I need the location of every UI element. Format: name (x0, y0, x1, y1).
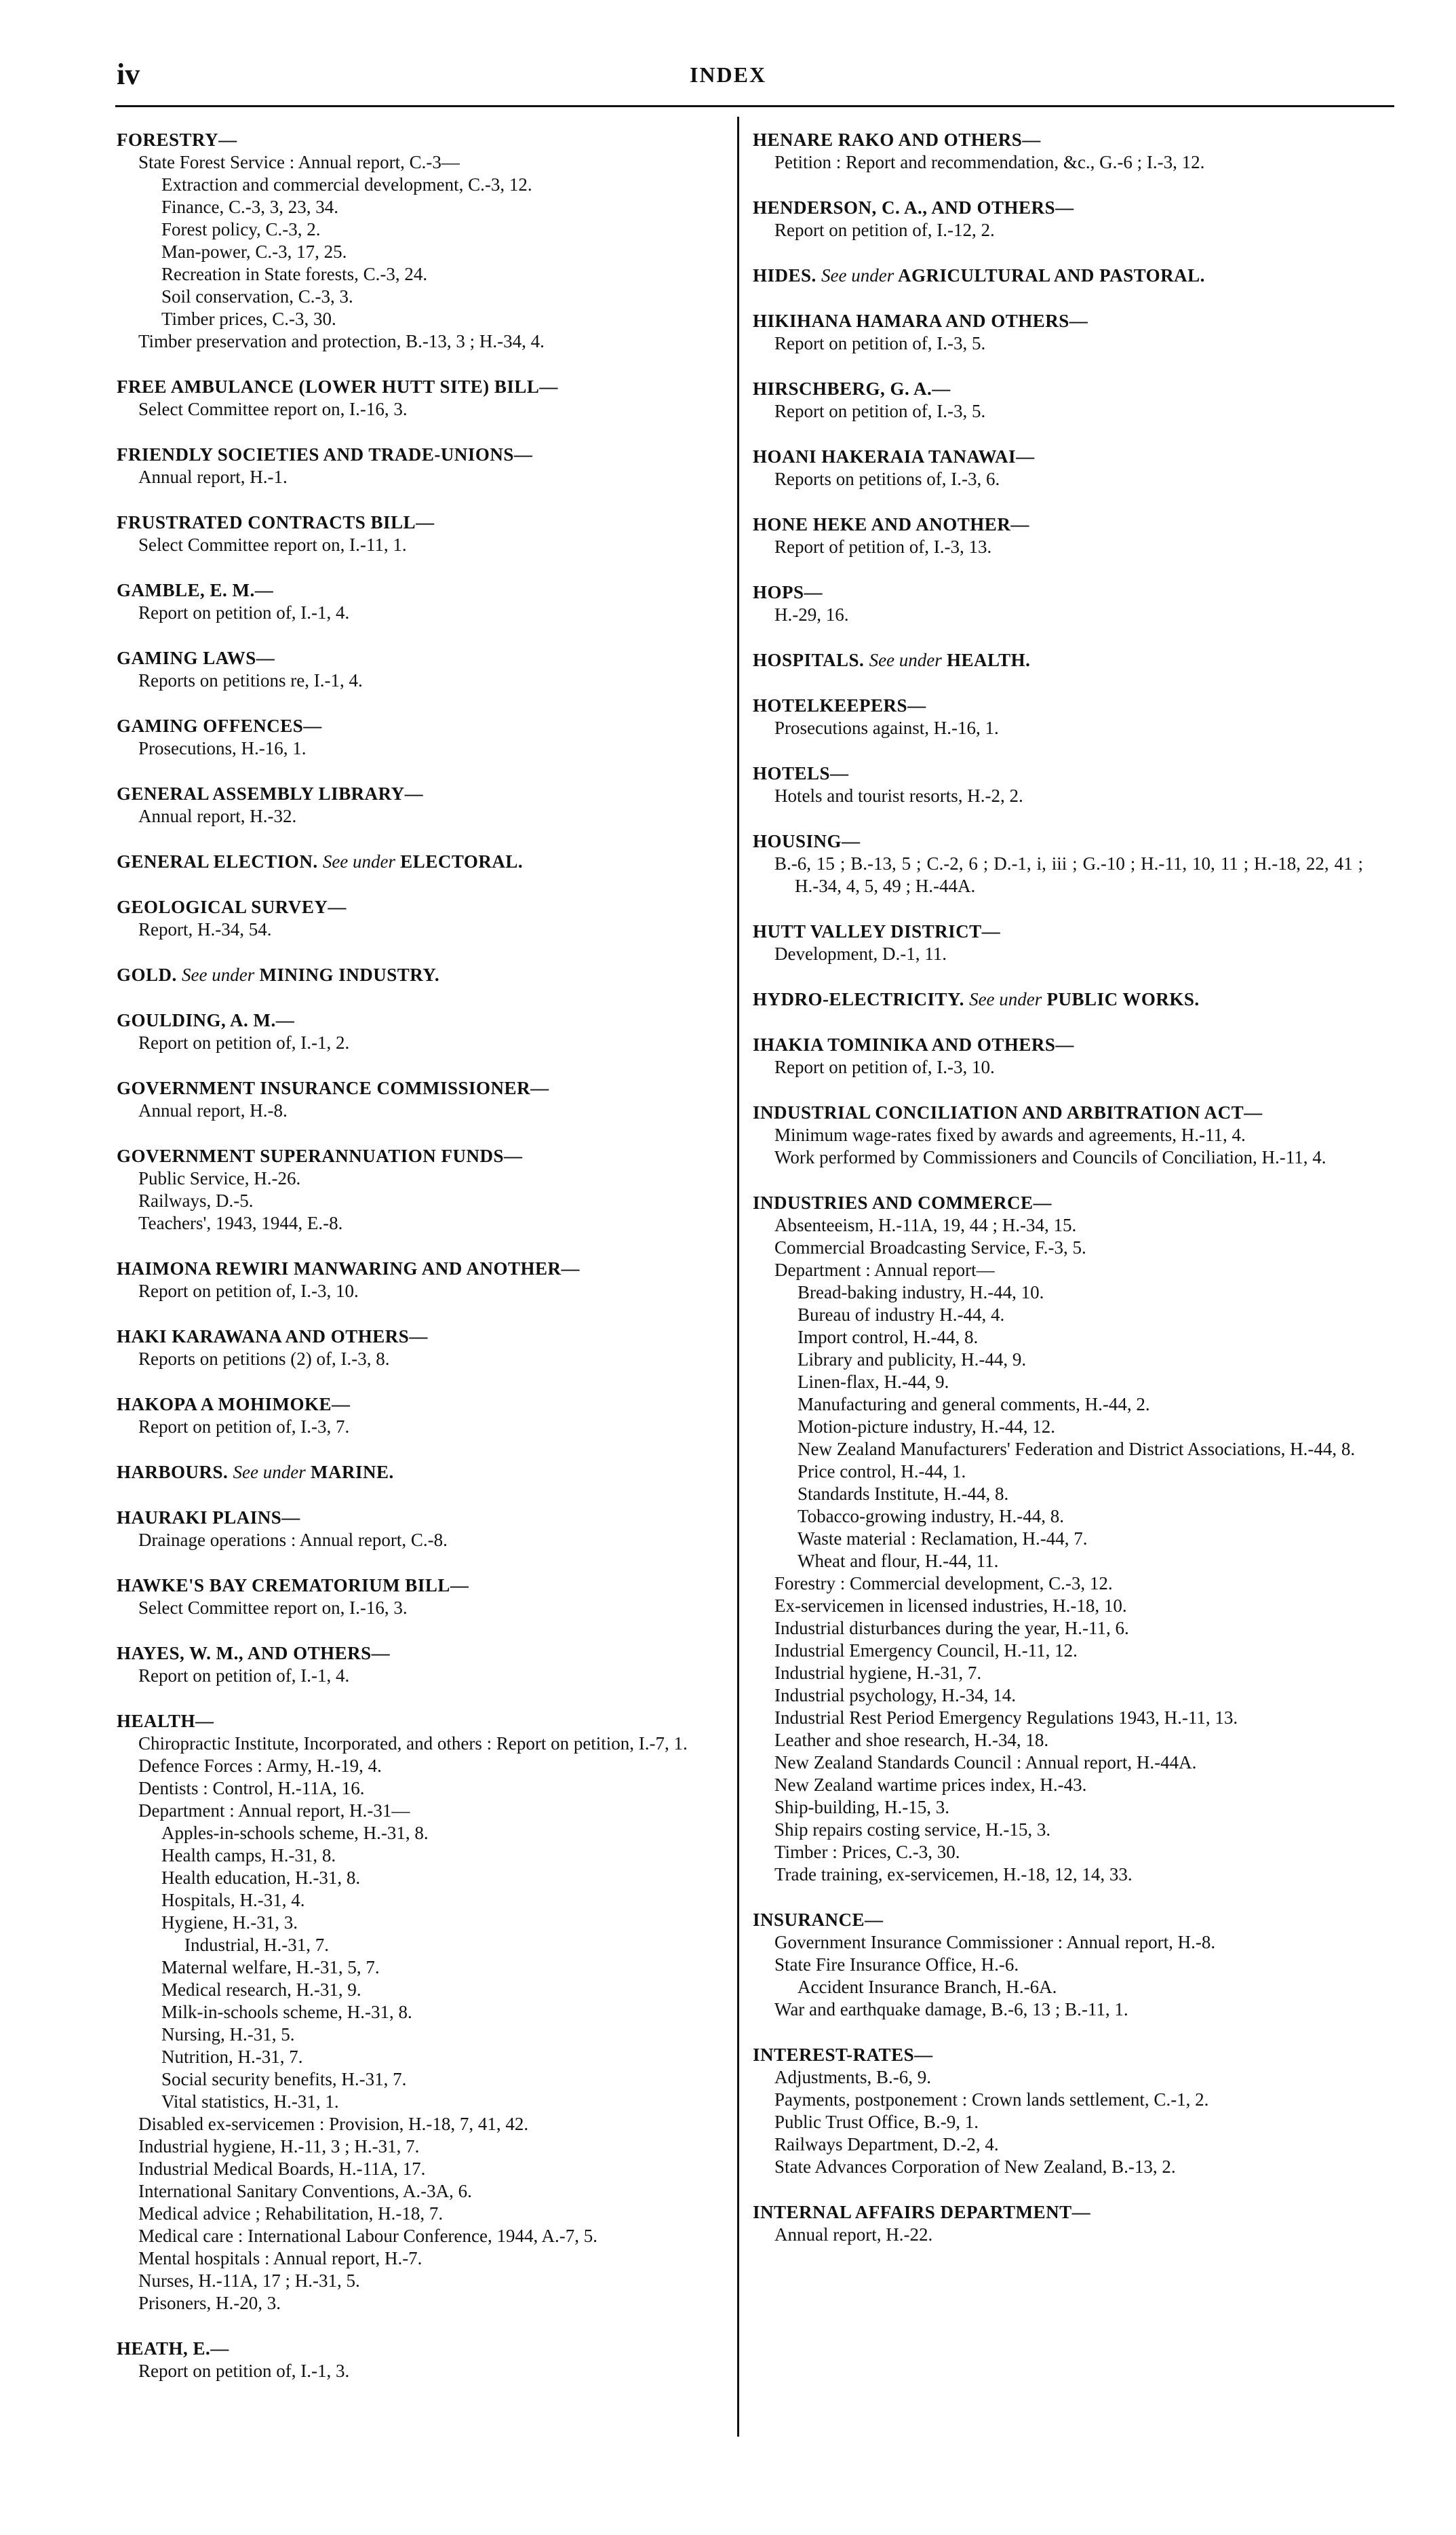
sub-entry: Government Insurance Commissioner : Annual report, H.-8. (774, 1932, 1216, 1952)
header-rule (115, 105, 1394, 107)
entry-heading-text: HOPS— (753, 582, 823, 602)
sub-entry: Nutrition, H.-31, 7. (161, 2047, 303, 2067)
sub-entry: Timber : Prices, C.-3, 30. (774, 1842, 960, 1862)
sub-entry: Maternal welfare, H.-31, 5, 7. (161, 1957, 380, 1977)
entry-heading (753, 695, 1363, 717)
sub-entry: Railways, D.-5. (138, 1191, 254, 1211)
entry-heading-text: HAIMONA REWIRI MANWARING AND ANOTHER— (117, 1258, 581, 1279)
sub-entry: Import control, H.-44, 8. (798, 1327, 979, 1347)
entry-heading (117, 1077, 719, 1100)
entry-heading (753, 310, 1363, 332)
sub-entry: Payments, postponement : Crown lands settlement, C.-1, 2. (774, 2089, 1209, 2110)
index-entry (117, 376, 719, 421)
entry-heading (753, 581, 1363, 604)
sub-entry: State Advances Corporation of New Zealand, B.-13, 2. (774, 2156, 1176, 2177)
sub-entry: Ship-building, H.-15, 3. (774, 1797, 950, 1817)
index-entry (117, 1145, 719, 1235)
entry-heading-text: HOTELS— (753, 763, 849, 783)
page-title: INDEX (689, 62, 767, 87)
index-entry (117, 1574, 719, 1619)
sub-entry: War and earthquake damage, B.-6, 13 ; B.-11, 1. (774, 1999, 1128, 2019)
sub-entry: Man-power, C.-3, 17, 25. (161, 241, 347, 262)
index-entry (117, 783, 719, 828)
sub-entry: Recreation in State forests, C.-3, 24. (161, 264, 428, 284)
entry-heading-text: GAMBLE, E. M.— (117, 580, 274, 600)
sub-entry: Industrial psychology, H.-34, 14. (774, 1685, 1016, 1705)
index-entry (117, 1461, 719, 1484)
entry-heading-text: HAYES, W. M., AND OTHERS— (117, 1643, 391, 1663)
cross-reference-target: HEALTH. (947, 650, 1031, 670)
sub-entry: Report on petition of, I.-3, 10. (138, 1281, 359, 1301)
entry-heading-text: HIDES. (753, 265, 816, 286)
sub-entry: Ship repairs costing service, H.-15, 3. (774, 1819, 1051, 1840)
sub-entry: Teachers', 1943, 1944, E.-8. (138, 1213, 343, 1233)
sub-entry: International Sanitary Conventions, A.-3A, 6. (138, 2181, 472, 2201)
see-under-label: See under (322, 851, 396, 872)
entry-heading (753, 1192, 1363, 1214)
index-column-right (753, 129, 1363, 2269)
entry-heading (117, 783, 719, 805)
sub-entry: Annual report, H.-22. (774, 2224, 933, 2245)
entry-heading (117, 1642, 719, 1665)
entry-heading-text: HOSPITALS. (753, 650, 865, 670)
index-entry (117, 511, 719, 556)
index-entry (753, 649, 1363, 672)
entry-heading (117, 1507, 719, 1529)
sub-entry: State Forest Service : Annual report, C.-3— (138, 152, 460, 172)
sub-entry: New Zealand Manufacturers' Federation and District Associations, H.-44, 8. (798, 1439, 1356, 1459)
index-entry (117, 1393, 719, 1438)
sub-entry: Manufacturing and general comments, H.-44, 2. (798, 1394, 1150, 1414)
sub-entry: Report on petition of, I.-3, 10. (774, 1057, 995, 1077)
sub-entry: Commercial Broadcasting Service, F.-3, 5. (774, 1237, 1086, 1258)
sub-entry: Defence Forces : Army, H.-19, 4. (138, 1756, 382, 1776)
sub-entry: Tobacco-growing industry, H.-44, 8. (798, 1506, 1065, 1526)
entry-heading-text: GOVERNMENT INSURANCE COMMISSIONER— (117, 1078, 549, 1098)
sub-entry: Select Committee report on, I.-16, 3. (138, 399, 408, 419)
sub-entry: Prosecutions against, H.-16, 1. (774, 718, 999, 738)
entry-heading-text: FRIENDLY SOCIETIES AND TRADE-UNIONS— (117, 444, 533, 465)
index-entry (117, 1077, 719, 1122)
sub-entry: Ex-servicemen in licensed industries, H.-18, 10. (774, 1595, 1127, 1616)
see-under-label: See under (233, 1462, 306, 1482)
index-entry (753, 1034, 1363, 1079)
entry-heading (753, 830, 1363, 853)
sub-entry: Hygiene, H.-31, 3. (161, 1912, 298, 1933)
entry-heading-text: GENERAL ASSEMBLY LIBRARY— (117, 783, 424, 804)
index-entry (753, 581, 1363, 626)
column-divider (737, 117, 739, 2437)
entry-heading-text: HOUSING— (753, 831, 861, 851)
entry-heading (117, 896, 719, 918)
entry-heading-text: HOTELKEEPERS— (753, 695, 926, 716)
sub-entry: Report on petition of, I.-1, 3. (138, 2361, 350, 2381)
sub-entry: Health camps, H.-31, 8. (161, 1845, 336, 1865)
sub-entry: Nurses, H.-11A, 17 ; H.-31, 5. (138, 2270, 360, 2291)
page-header (0, 0, 1456, 109)
entry-heading-text: IHAKIA TOMINIKA AND OTHERS— (753, 1034, 1074, 1055)
sub-entry: Forest policy, C.-3, 2. (161, 219, 321, 239)
index-entry (753, 197, 1363, 241)
cross-reference-target: PUBLIC WORKS. (1046, 989, 1200, 1009)
sub-entry: B.-6, 15 ; B.-13, 5 ; C.-2, 6 ; D.-1, i, iii ; G.-10 ; H.-11, 10, 11 ; H.-18, 22, 41 ; H.-34, 4, 5, 49 ; H.-44A. (774, 853, 1363, 896)
sub-entry: Railways Department, D.-2, 4. (774, 2134, 999, 2154)
entry-heading (117, 851, 719, 873)
entry-heading (117, 1009, 719, 1032)
sub-entry: Report on petition of, I.-1, 4. (138, 602, 350, 623)
entry-heading-text: HENDERSON, C. A., AND OTHERS— (753, 197, 1074, 218)
entry-heading (117, 1710, 719, 1733)
entry-heading-text: INTERNAL AFFAIRS DEPARTMENT— (753, 2202, 1091, 2222)
sub-entry: State Fire Insurance Office, H.-6. (774, 1954, 1019, 1975)
index-entry (753, 2201, 1363, 2246)
entry-heading (117, 715, 719, 737)
entry-heading-text: HEATH, E.— (117, 2338, 229, 2359)
cross-reference-target: MARINE. (311, 1462, 394, 1482)
entry-heading (753, 649, 1363, 672)
index-entry (117, 1258, 719, 1302)
cross-reference-target: AGRICULTURAL AND PASTORAL. (898, 265, 1205, 286)
sub-entry: Milk-in-schools scheme, H.-31, 8. (161, 2002, 412, 2022)
entry-heading (117, 376, 719, 398)
entry-heading-text: GOULDING, A. M.— (117, 1010, 295, 1030)
sub-entry: Wheat and flour, H.-44, 11. (798, 1551, 999, 1571)
entry-heading-text: FORESTRY— (117, 130, 237, 150)
index-entry (753, 988, 1363, 1011)
entry-heading (117, 647, 719, 670)
sub-entry: Nursing, H.-31, 5. (161, 2024, 295, 2045)
see-under-label: See under (182, 965, 255, 985)
index-entry (117, 851, 719, 873)
sub-entry: Waste material : Reclamation, H.-44, 7. (798, 1528, 1088, 1549)
sub-entry: Department : Annual report, H.-31— (138, 1800, 410, 1821)
sub-entry: Medical advice ; Rehabilitation, H.-18, 7. (138, 2203, 444, 2224)
index-entry (117, 1710, 719, 2315)
index-entry (753, 762, 1363, 807)
entry-heading-text: HAKI KARAWANA AND OTHERS— (117, 1326, 428, 1347)
entry-heading (753, 2044, 1363, 2066)
sub-entry: Public Trust Office, B.-9, 1. (774, 2112, 979, 2132)
sub-entry: Report, H.-34, 54. (138, 919, 272, 940)
index-entry (117, 1507, 719, 1551)
entry-heading (753, 762, 1363, 785)
sub-entry: Industrial, H.-31, 7. (184, 1935, 329, 1955)
sub-entry: Report on petition of, I.-3, 5. (774, 401, 986, 421)
sub-entry: Accident Insurance Branch, H.-6A. (798, 1977, 1057, 1997)
sub-entry: Prosecutions, H.-16, 1. (138, 738, 307, 758)
sub-entry: Minimum wage-rates fixed by awards and agreements, H.-11, 4. (774, 1125, 1246, 1145)
index-entry (117, 2338, 719, 2382)
see-under-label: See under (969, 989, 1042, 1009)
entry-heading (117, 511, 719, 534)
entry-heading-text: HIRSCHBERG, G. A.— (753, 379, 951, 399)
sub-entry: Select Committee report on, I.-16, 3. (138, 1598, 408, 1618)
sub-entry: Development, D.-1, 11. (774, 944, 947, 964)
sub-entry: Report on petition of, I.-12, 2. (774, 220, 995, 240)
entry-heading-text: HOANI HAKERAIA TANAWAI— (753, 446, 1035, 467)
sub-entry: Adjustments, B.-6, 9. (774, 2067, 932, 2087)
index-column-left (117, 129, 719, 2405)
entry-heading-text: GEOLOGICAL SURVEY— (117, 897, 347, 917)
sub-entry: Industrial hygiene, H.-11, 3 ; H.-31, 7. (138, 2136, 420, 2156)
cross-reference-target: MINING INDUSTRY. (259, 965, 440, 985)
sub-entry: Industrial hygiene, H.-31, 7. (774, 1663, 982, 1683)
entry-heading (117, 1325, 719, 1348)
sub-entry: Health education, H.-31, 8. (161, 1868, 361, 1888)
sub-entry: Select Committee report on, I.-11, 1. (138, 535, 407, 555)
sub-entry: Reports on petitions of, I.-3, 6. (774, 469, 1000, 489)
entry-heading-text: HARBOURS. (117, 1462, 229, 1482)
entry-heading (753, 1102, 1363, 1124)
index-entry (117, 129, 719, 353)
entry-heading (753, 1034, 1363, 1056)
sub-entry: Mental hospitals : Annual report, H.-7. (138, 2248, 422, 2268)
sub-entry: Industrial Emergency Council, H.-11, 12. (774, 1640, 1078, 1661)
entry-heading (117, 579, 719, 602)
index-entry (117, 715, 719, 760)
sub-entry: Apples-in-schools scheme, H.-31, 8. (161, 1823, 429, 1843)
index-entry (753, 695, 1363, 739)
entry-heading-text: GOLD. (117, 965, 177, 985)
sub-entry: Drainage operations : Annual report, C.-8. (138, 1530, 448, 1550)
entry-heading (753, 514, 1363, 536)
entry-heading (753, 446, 1363, 468)
sub-entry: Petition : Report and recommendation, &c., G.-6 ; I.-3, 12. (774, 152, 1205, 172)
sub-entry: Vital statistics, H.-31, 1. (161, 2091, 339, 2112)
entry-heading-text: HUTT VALLEY DISTRICT— (753, 921, 1001, 942)
sub-entry: Timber preservation and protection, B.-13, 3 ; H.-34, 4. (138, 331, 545, 351)
entry-heading (117, 1145, 719, 1167)
entry-heading (117, 964, 719, 986)
sub-entry: Price control, H.-44, 1. (798, 1461, 966, 1482)
index-entry (753, 1909, 1363, 2021)
entry-heading-text: HONE HEKE AND ANOTHER— (753, 514, 1029, 535)
index-entry (117, 1009, 719, 1054)
entry-heading-text: HENARE RAKO AND OTHERS— (753, 130, 1041, 150)
index-entry (753, 310, 1363, 355)
sub-entry: Work performed by Commissioners and Councils of Conciliation, H.-11, 4. (774, 1147, 1326, 1167)
index-entry (753, 378, 1363, 423)
entry-heading-text: HAWKE'S BAY CREMATORIUM BILL— (117, 1575, 469, 1595)
entry-heading-text: GENERAL ELECTION. (117, 851, 318, 872)
sub-entry: Prisoners, H.-20, 3. (138, 2293, 281, 2313)
entry-heading-text: GAMING LAWS— (117, 648, 275, 668)
sub-entry: Department : Annual report— (774, 1260, 995, 1280)
sub-entry: Medical care : International Labour Conference, 1944, A.-7, 5. (138, 2226, 597, 2246)
entry-heading-text: GOVERNMENT SUPERANNUATION FUNDS— (117, 1146, 523, 1166)
sub-entry: Standards Institute, H.-44, 8. (798, 1484, 1009, 1504)
entry-heading (117, 1574, 719, 1597)
entry-heading-text: FRUSTRATED CONTRACTS BILL— (117, 512, 435, 533)
page-number: iv (117, 58, 140, 91)
sub-entry: Reports on petitions (2) of, I.-3, 8. (138, 1349, 390, 1369)
sub-entry: Bread-baking industry, H.-44, 10. (798, 1282, 1044, 1302)
index-entry (117, 964, 719, 986)
sub-entry: Social security benefits, H.-31, 7. (161, 2069, 407, 2089)
entry-heading-text: HAKOPA A MOHIMOKE— (117, 1394, 351, 1414)
entry-heading (117, 444, 719, 466)
sub-entry: Industrial Medical Boards, H.-11A, 17. (138, 2159, 426, 2179)
entry-heading (117, 1258, 719, 1280)
sub-entry: Annual report, H.-32. (138, 806, 297, 826)
sub-entry: Medical research, H.-31, 9. (161, 1979, 361, 2000)
see-under-label: See under (821, 265, 894, 286)
entry-heading (753, 988, 1363, 1011)
entry-heading-text: HEALTH— (117, 1711, 214, 1731)
index-entry (117, 1325, 719, 1370)
sub-entry: Trade training, ex-servicemen, H.-18, 12, 14, 33. (774, 1864, 1133, 1884)
sub-entry: Report of petition of, I.-3, 13. (774, 537, 992, 557)
sub-entry: Hospitals, H.-31, 4. (161, 1890, 305, 1910)
sub-entry: Annual report, H.-1. (138, 467, 288, 487)
index-entry (753, 1102, 1363, 1169)
index-entry (753, 830, 1363, 897)
entry-heading (117, 1393, 719, 1416)
sub-entry: Linen-flax, H.-44, 9. (798, 1372, 949, 1392)
sub-entry: Report on petition of, I.-3, 7. (138, 1416, 350, 1437)
sub-entry: Soil conservation, C.-3, 3. (161, 286, 353, 307)
index-entry (753, 514, 1363, 558)
index-entry (753, 1192, 1363, 1886)
entry-heading-text: HYDRO-ELECTRICITY. (753, 989, 964, 1009)
index-entry (117, 579, 719, 624)
sub-entry: Hotels and tourist resorts, H.-2, 2. (774, 786, 1023, 806)
index-entry (117, 444, 719, 488)
entry-heading (753, 378, 1363, 400)
sub-entry: Industrial disturbances during the year, H.-11, 6. (774, 1618, 1129, 1638)
index-entry (117, 1642, 719, 1687)
index-entry (117, 896, 719, 941)
entry-heading-text: HIKIHANA HAMARA AND OTHERS— (753, 311, 1088, 331)
cross-reference-target: ELECTORAL. (400, 851, 524, 872)
see-under-label: See under (869, 650, 942, 670)
entry-heading (753, 197, 1363, 219)
sub-entry: H.-29, 16. (774, 604, 849, 625)
entry-heading-text: INSURANCE— (753, 1910, 884, 1930)
sub-entry: Report on petition of, I.-1, 4. (138, 1665, 350, 1686)
index-entry (753, 129, 1363, 174)
entry-heading (753, 2201, 1363, 2224)
sub-entry: Reports on petitions re, I.-1, 4. (138, 670, 363, 691)
entry-heading-text: INDUSTRIAL CONCILIATION AND ARBITRATION ACT— (753, 1102, 1263, 1123)
sub-entry: Disabled ex-servicemen : Provision, H.-18, 7, 41, 42. (138, 2114, 529, 2134)
index-entry (753, 2044, 1363, 2178)
index-entry (753, 265, 1363, 287)
entry-heading-text: INTEREST-RATES— (753, 2045, 933, 2065)
sub-entry: Finance, C.-3, 3, 23, 34. (161, 197, 338, 217)
sub-entry: Absenteeism, H.-11A, 19, 44 ; H.-34, 15. (774, 1215, 1077, 1235)
entry-heading (753, 921, 1363, 943)
sub-entry: New Zealand wartime prices index, H.-43. (774, 1775, 1087, 1795)
sub-entry: Extraction and commercial development, C.-3, 12. (161, 174, 532, 195)
index-entry (117, 647, 719, 692)
entry-heading-text: HAURAKI PLAINS— (117, 1507, 300, 1528)
sub-entry: Report on petition of, I.-3, 5. (774, 333, 986, 353)
sub-entry: Timber prices, C.-3, 30. (161, 309, 336, 329)
entry-heading (117, 129, 719, 151)
sub-entry: Leather and shoe research, H.-34, 18. (774, 1730, 1049, 1750)
entry-heading (753, 265, 1363, 287)
entry-heading (753, 129, 1363, 151)
entry-heading (117, 1461, 719, 1484)
sub-entry: Dentists : Control, H.-11A, 16. (138, 1778, 365, 1798)
entry-heading-text: INDUSTRIES AND COMMERCE— (753, 1193, 1052, 1213)
sub-entry: Motion-picture industry, H.-44, 12. (798, 1416, 1055, 1437)
index-entry (753, 921, 1363, 965)
sub-entry: Library and publicity, H.-44, 9. (798, 1349, 1027, 1370)
entry-heading (753, 1909, 1363, 1931)
sub-entry: Annual report, H.-8. (138, 1100, 288, 1121)
sub-entry: Bureau of industry H.-44, 4. (798, 1304, 1005, 1325)
sub-entry: Forestry : Commercial development, C.-3, 12. (774, 1573, 1113, 1593)
sub-entry: Industrial Rest Period Emergency Regulations 1943, H.-11, 13. (774, 1707, 1238, 1728)
sub-entry: Chiropractic Institute, Incorporated, and others : Report on petition, I.-7, 1. (138, 1733, 688, 1754)
entry-heading-text: GAMING OFFENCES— (117, 716, 322, 736)
sub-entry: Report on petition of, I.-1, 2. (138, 1032, 350, 1053)
sub-entry: Public Service, H.-26. (138, 1168, 301, 1188)
sub-entry: New Zealand Standards Council : Annual report, H.-44A. (774, 1752, 1197, 1773)
entry-heading-text: FREE AMBULANCE (LOWER HUTT SITE) BILL— (117, 376, 558, 397)
index-entry (753, 446, 1363, 490)
entry-heading (117, 2338, 719, 2360)
